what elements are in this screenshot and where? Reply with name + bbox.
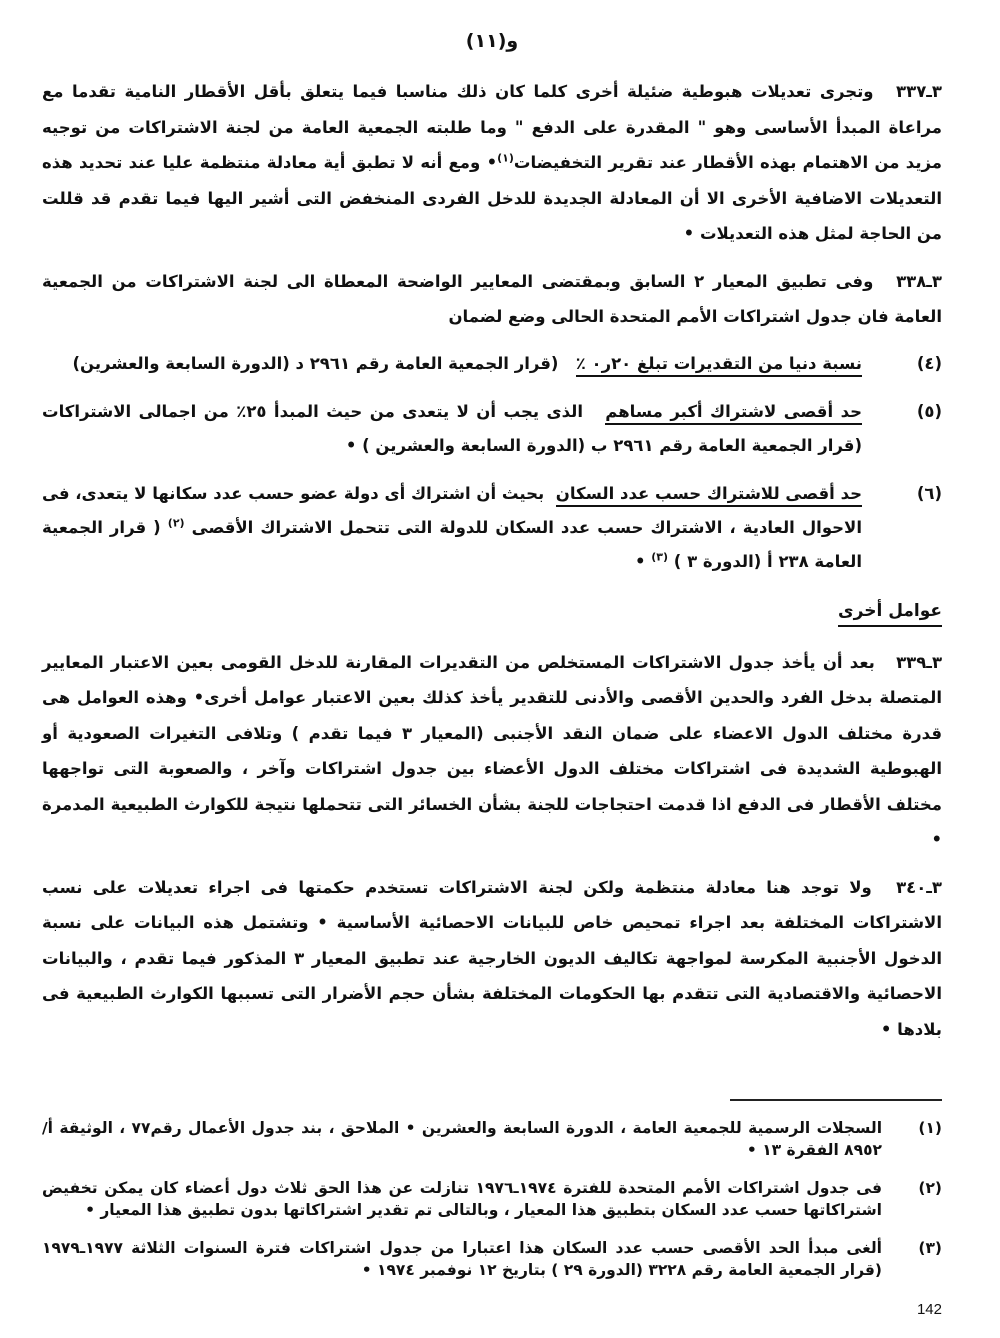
list-item-6	[42, 477, 942, 579]
page-spacer	[42, 1059, 942, 1099]
footnote-ref-3[interactable]: (٣)	[651, 550, 669, 563]
footnote-marker: (٣)	[918, 1239, 942, 1257]
footnote-2	[42, 1177, 942, 1221]
paragraph-3-339	[42, 645, 942, 858]
list-item-4	[42, 347, 942, 381]
item-end: •	[634, 551, 646, 571]
page-header-ref: و(١١)	[465, 30, 519, 52]
paragraph-3-340	[42, 870, 942, 1048]
footnote-1	[42, 1117, 942, 1161]
footnote-text: فى جدول اشتراكات الأمم المتحدة للفترة ١٩٧٤ـ١٩٧٦ تنازلت عن هذا الحق ثلاث دول أعضاء كان يمكن تخفيض اشتراكاتها حسب عدد السكان بتطبيق هذا المعيار ، وبالتالى تم تقدير اشتراكاتها بدون تطبيق هذا المعيار •	[42, 1179, 882, 1219]
paragraph-text: وفى تطبيق المعيار ٢ السابق وبمقتضى المعايير الواضحة المعطاة الى لجنة الاشتراكات من الجمعية العامة فان جدول اشتراكات الأمم المتحدة الحالى وضع لضمان	[42, 271, 942, 326]
paragraph-number: ٣ـ٣٣٧	[896, 82, 942, 101]
paragraph-3-337	[42, 74, 942, 252]
item-underlined-text: حد أقصى للاشتراك حسب عدد السكان	[556, 484, 862, 507]
paragraph-text: بعد أن يأخذ جدول الاشتراكات المستخلص من التقديرات المقارنة للدخل القومى بعين الاعتبار المعايير المتصلة بدخل الفرد والحدين الأقصى والأدنى للتقدير يأخذ كذلك بعين الاعتبار عوامل أخرى• وهذه العوامل هى قدرة مختلف الدول الاعضاء على ضمان النقد الأجنبى (المعيار ٣ فيما تقدم ) وتلافى التغيرات الصعودية أو الهبوطية الشديدة فى اشتراكات مختلف الدول الأعضاء بين جدول اشتراكات وآخر ، والصعوبة التى تواجهها مختلف الأقطار فى الدفع اذا قدمت احتجاجات للجنة بشأن الخسائر التى تتحملها نتيجة للكوارث الطبيعية المدمرة •	[42, 652, 942, 849]
paragraph-text: وتجرى تعديلات هبوطية ضئيلة أخرى كلما كان ذلك مناسبا فيما يتعلق بأقل الأقطار النامية تقدما مع مراعاة المبدأ الأساسى وهو " المقدرة على الدفع " وما طلبته الجمعية العامة من لجنة الاشتراكات من توجيه مزيد من الاهتمام بهذه الأقطار عند تقرير التخفيضات	[42, 82, 943, 172]
item-marker: (٤)	[916, 353, 942, 373]
item-text-cont: ( قرار الجمعية العامة ٢٣٨ أ (الدورة ٣ )	[42, 517, 862, 571]
paragraph-number: ٣ـ٣٣٨	[896, 271, 942, 291]
page-number: 142	[916, 1301, 942, 1318]
paragraph-number: ٣ـ٣٣٩	[896, 652, 943, 672]
item-text: (قرار الجمعية العامة رقم ٢٩٦١ د (الدورة السابعة والعشرين)	[72, 353, 559, 373]
footnote-separator-row	[42, 1099, 942, 1101]
footnote-separator	[730, 1099, 942, 1101]
paragraph-number: ٣ـ٣٤٠	[896, 877, 942, 897]
footnote-marker: (٢)	[918, 1179, 942, 1197]
section-subheading-row	[42, 601, 942, 627]
item-underlined-text: حد أقصى لاشتراك أكبر مساهم	[605, 402, 862, 425]
item-text: الذى يجب أن لا يتعدى من حيث المبدأ ٢٥٪ من اجمالى الاشتراكات (قرار الجمعية العامة رقم ٢٩٦١ ب (الدورة السابعة والعشرين ) •	[42, 401, 862, 455]
item-underlined-text: نسبة دنيا من التقديرات تبلغ ٢٠ر٠ ٪	[576, 354, 862, 377]
footnote-ref-1[interactable]: (١)	[497, 151, 514, 165]
footnote-text: ألغى مبدأ الحد الأقصى حسب عدد السكان هذا اعتبارا من جدول اشتراكات فترة السنوات الثلاثة ١٩٧٧ـ١٩٧٩ (قرار الجمعية العامة رقم ٣٢٢٨ (الدورة ٢٩ ) بتاريخ ١٢ نوفمبر ١٩٧٤ •	[42, 1239, 882, 1279]
footnote-marker: (١)	[918, 1119, 942, 1137]
footnote-ref-2[interactable]: (٢)	[167, 516, 185, 529]
list-item-5	[42, 395, 942, 463]
footnote-3	[42, 1237, 942, 1281]
item-marker: (٦)	[916, 483, 942, 503]
paragraph-text-cont: • ومع أنه لا تطبق أية معادلة منتظمة عليا عند تحديد هذه التعديلات الاضافية الأخرى الا أن المعادلة الجديدة للدخل الفردى المنخفض التى أشير اليها فيما تقدم قد قللت من الحاجة لمثل هذه التعديلات •	[42, 153, 942, 243]
section-subheading: عوامل أخرى	[838, 601, 942, 627]
item-marker: (٥)	[916, 401, 942, 421]
paragraph-3-338	[42, 264, 942, 335]
item-text: بحيث أن اشتراك أى دولة عضو حسب عدد سكانها لا يتعدى، فى الاحوال العادية ، الاشتراك حسب عدد السكان للدولة التى تتحمل الاشتراك الأقصى	[42, 483, 862, 537]
footnote-text: السجلات الرسمية للجمعية العامة ، الدورة السابعة والعشرين • الملاحق ، بند جدول الأعمال رقم٧٧ ، الوثيقة أ/ ٨٩٥٢ الفقرة ١٣ •	[42, 1119, 883, 1159]
paragraph-text: ولا توجد هنا معادلة منتظمة ولكن لجنة الاشتراكات تستخدم حكمتها فى اجراء تعديلات على نسب الاشتراكات المختلفة بعد اجراء تمحيص خاص للبيانات الاحصائية الأساسية • وتشتمل هذه البيانات على نسبة الدخول الأجنبية المكرسة لمواجهة تكاليف الديون الخارجية عند تطبيق المعيار ٣ المذكور فيما تقدم ، والبيانات الاحصائية والاقتصادية التى تتقدم بها الحكومات المختلفة بشأن حجم الأضرار التى تسببها الكوارث الطبيعية فى بلادها •	[42, 877, 942, 1039]
